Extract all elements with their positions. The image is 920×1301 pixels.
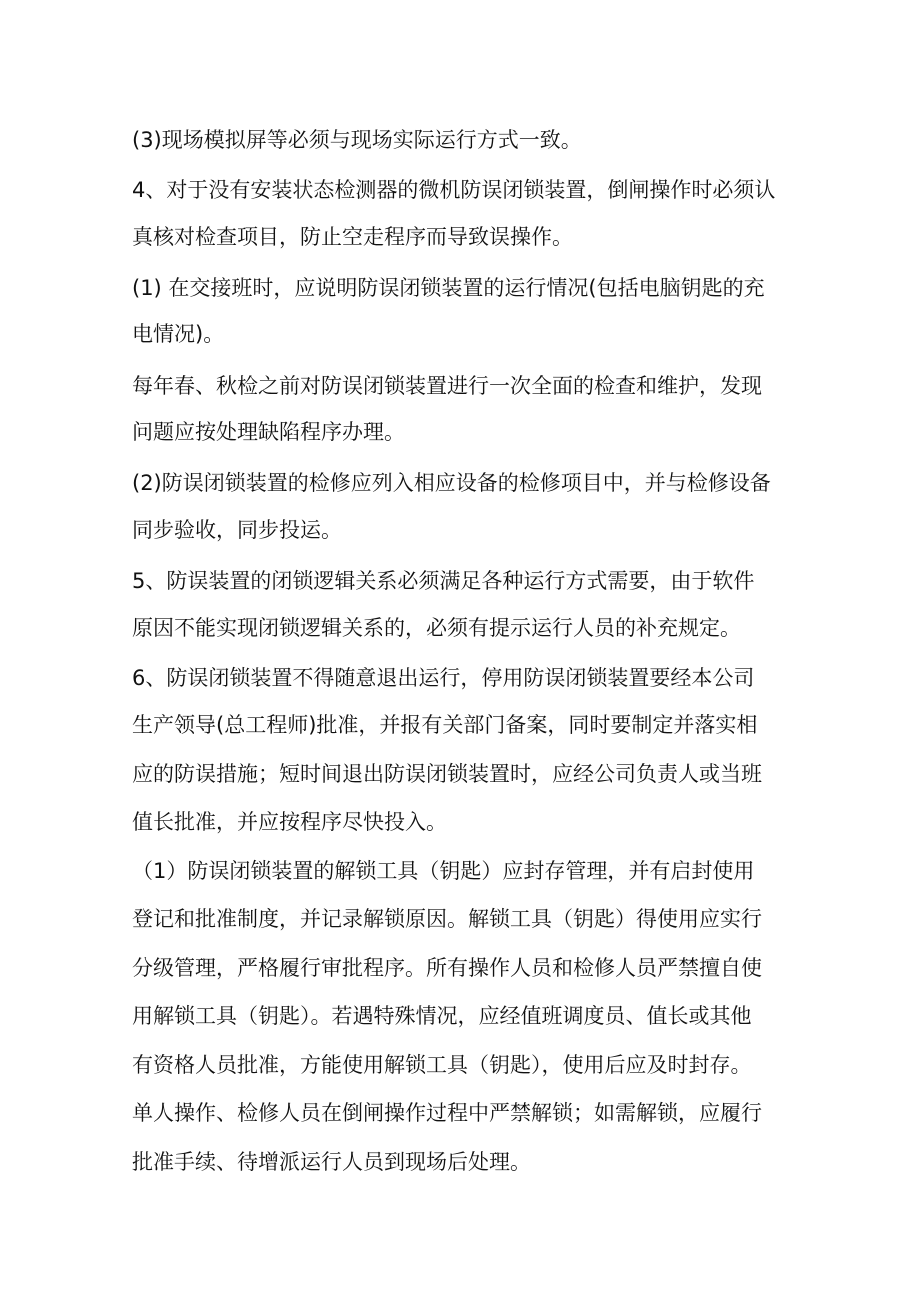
text-line: (3)现场模拟屏等必须与现场实际运行方式一致。 bbox=[132, 128, 582, 152]
text-line: 问题应按处理缺陷程序办理。 bbox=[132, 420, 405, 444]
text-line: 4、对于没有安装状态检测器的微机防误闭锁装置，倒闸操作时必须认 bbox=[132, 178, 776, 202]
text-line: 分级管理，严格履行审批程序。所有操作人员和检修人员严禁擅自使 bbox=[132, 956, 762, 980]
text-line: （1）防误闭锁装置的解锁工具（钥匙）应封存管理，并有启封使用 bbox=[132, 859, 755, 883]
text-line: 每年春、秋检之前对防误闭锁装置进行一次全面的检查和维护，发现 bbox=[132, 374, 762, 398]
text-line: 真核对检查项目，防止空走程序而导致误操作。 bbox=[132, 225, 573, 249]
text-line: (1) 在交接班时，应说明防误闭锁装置的运行情况(包括电脑钥匙的充 bbox=[132, 276, 765, 300]
text-line: 6、防误闭锁装置不得随意退出运行，停用防误闭锁装置要经本公司 bbox=[132, 666, 755, 690]
text-line: 生产领导(总工程师)批准，并报有关部门备案，同时要制定并落实相 bbox=[132, 713, 758, 737]
text-line: 用解锁工具（钥匙）。若遇特殊情况，应经值班调度员、值长或其他 bbox=[132, 1004, 752, 1028]
text-line: 单人操作、检修人员在倒闸操作过程中严禁解锁；如需解锁，应履行 bbox=[132, 1101, 762, 1125]
text-line: 值长批准，并应按程序尽快投入。 bbox=[132, 810, 447, 834]
text-line: (2)防误闭锁装置的检修应列入相应设备的检修项目中，并与检修设备 bbox=[132, 471, 771, 495]
text-line: 批准手续、待增派运行人员到现场后处理。 bbox=[132, 1150, 531, 1174]
text-line: 5、防误装置的闭锁逻辑关系必须满足各种运行方式需要，由于软件 bbox=[132, 569, 755, 593]
text-line: 登记和批准制度，并记录解锁原因。解锁工具（钥匙）得使用应实行 bbox=[132, 907, 762, 931]
text-line: 同步验收，同步投运。 bbox=[132, 518, 342, 542]
text-line: 原因不能实现闭锁逻辑关系的，必须有提示运行人员的补充规定。 bbox=[132, 616, 741, 640]
text-line: 应的防误措施；短时间退出防误闭锁装置时，应经公司负责人或当班 bbox=[132, 762, 762, 786]
text-line: 电情况)。 bbox=[132, 322, 225, 346]
text-line: 有资格人员批准，方能使用解锁工具（钥匙），使用后应及时封存。 bbox=[132, 1053, 752, 1077]
